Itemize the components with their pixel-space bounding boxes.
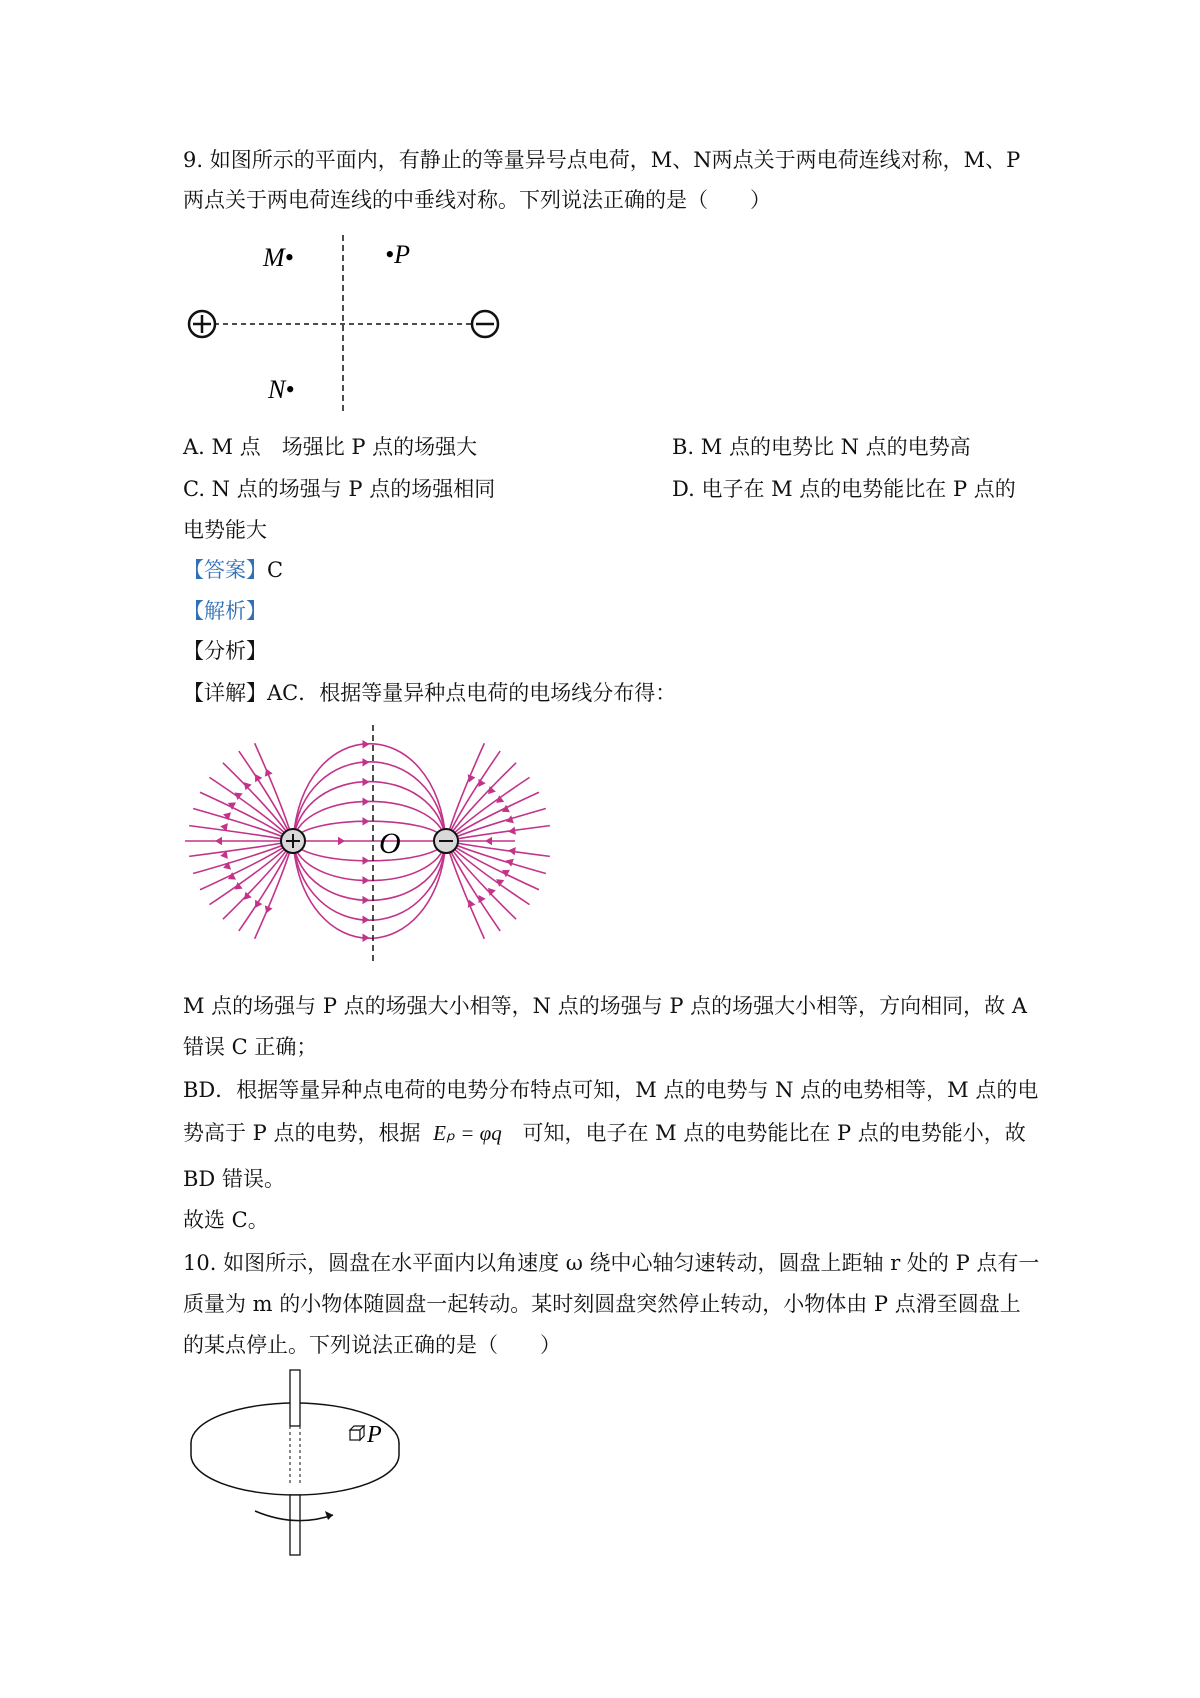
conclusion: 故选 C。 [183,1208,269,1232]
field-arrow [468,774,476,782]
field-line [255,841,293,939]
detail-tag: 【详解】 [183,681,267,705]
q9-option-c: C. N 点的场强与 P 点的场强相同 [183,477,496,501]
field-arrow [363,916,370,924]
q9-number: 9. [183,148,204,172]
field-line [293,841,446,861]
q9-stem-line2: 两点关于两电荷连线的中垂线对称。下列说法正确的是（ ） [183,188,771,212]
field-line [446,841,484,939]
field-arrow [363,758,370,766]
detail-line [183,680,676,706]
detail-ac: AC．根据等量异种点电荷的电场线分布得： [267,681,677,705]
field-arrow [363,740,370,748]
para2-line1: BD．根据等量异种点电荷的电势分布特点可知，M 点的电势与 N 点的电势相等，M 点的电 [183,1078,1039,1102]
field-lines-figure [185,725,545,965]
field-arrow [215,837,222,845]
q9-option-d-cont: 电势能大 [183,518,267,542]
field-line [446,777,530,841]
field-arrow [478,895,485,903]
label-p: •P [385,240,410,269]
field-arrow [363,876,370,884]
para1-line2: 错误 C 正确； [183,1035,318,1059]
field-arrow [363,817,370,825]
q10-stem-line3: 的某点停止。下列说法正确的是（ ） [183,1333,561,1357]
center-label-o: O [379,827,401,860]
field-arrow [363,896,370,904]
field-arrow [363,856,370,864]
field-arrow [363,778,370,786]
label-n: N• [268,375,295,404]
q9-option-b: B. M 点的电势比 N 点的电势高 [672,435,971,459]
q10-stem-line1: 10. 如图所示，圆盘在水平面内以角速度 ω 绕中心轴匀速转动，圆盘上距轴 r 处的 P 点有一 [183,1251,1040,1275]
field-line [446,763,516,841]
field-arrow [363,934,370,942]
field-line [446,743,484,841]
answer-value: C [267,558,284,582]
q10-stem-line2: 质量为 m 的小物体随圆盘一起转动。某时刻圆盘突然停止转动，小物体由 P 点滑至圆盘上 [183,1292,1021,1316]
block-icon [350,1426,364,1440]
field-arrow [485,837,492,845]
field-arrow [468,900,476,908]
field-arrow [478,779,485,787]
analysis-line [183,598,267,624]
field-line [446,841,530,905]
field-line [446,751,500,841]
para2-text-b: 可知，电子在 M 点的电势能比在 P 点的电势能小，故 [522,1121,1026,1145]
field-line [189,826,293,841]
field-arrow [363,797,370,805]
para2-text-a: 势高于 P 点的电势，根据 [183,1121,421,1145]
q9-stem-text: 如图所示的平面内，有静止的等量异号点电荷，M、N两点关于两电荷连线对称，M、P [209,148,1021,172]
q9-charge-figure [180,230,510,420]
field-line [293,821,446,841]
field-line [446,826,550,841]
field-line [223,841,293,919]
q9-option-a: A. M 点 场强比 P 点的场强大 [183,435,478,459]
field-line [293,782,446,841]
para1-line1: M 点的场强与 P 点的场强大小相等，N 点的场强与 P 点的场强大小相等，方向相同，故 A [183,994,1028,1018]
analysis-tag: 【解析】 [183,599,267,623]
field-line [209,841,293,905]
label-m: M• [263,243,294,272]
q9-stem-line1 [183,147,1020,173]
answer-line [183,557,283,583]
field-line [446,841,516,919]
label-p: P [367,1422,382,1448]
field-line [255,743,293,841]
field-line [239,841,293,931]
field-line [446,841,550,856]
fenxi-line: 【分析】 [183,639,267,663]
field-line [239,751,293,841]
field-arrow [244,782,252,790]
field-arrow [338,837,345,845]
field-line [189,841,293,856]
field-line [446,841,500,931]
field-line [223,763,293,841]
answer-tag: 【答案】 [183,558,267,582]
formula: Eₚ = φq [433,1121,502,1145]
field-line [209,777,293,841]
field-line [293,841,446,900]
para2-line2 [183,1120,1026,1146]
q9-option-d: D. 电子在 M 点的电势能比在 P 点的 [672,477,1016,501]
field-arrow [244,892,252,900]
q10-disk-figure [185,1368,425,1558]
para2-line3: BD 错误。 [183,1167,285,1191]
